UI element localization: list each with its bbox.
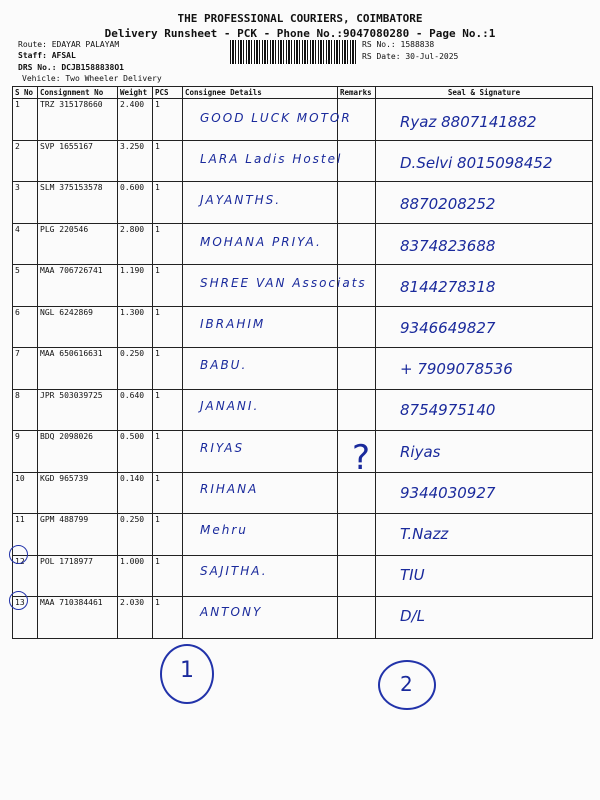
row-sno: 6 [13, 306, 38, 348]
signature-handwritten: TIU [400, 566, 425, 585]
weight: 2.400 [118, 99, 153, 141]
barcode [230, 40, 358, 64]
consignment-no: PLG 220546 [38, 223, 118, 265]
consignment-no: JPR 503039725 [38, 389, 118, 431]
signature-handwritten: 8374823688 [400, 236, 496, 255]
row-sno: 12 [13, 555, 38, 597]
consignee-handwritten: GOOD LUCK MOTOR [200, 111, 352, 125]
pcs: 1 [153, 514, 183, 556]
question-mark-scribble: ? [352, 438, 371, 478]
consignment-no: TRZ 315178660 [38, 99, 118, 141]
weight: 2.800 [118, 223, 153, 265]
signature-handwritten: Ryaz 8807141882 [400, 113, 537, 131]
signature-handwritten: 9346649827 [400, 319, 496, 337]
consignee-handwritten: Mehru [200, 523, 248, 537]
consignee-handwritten: JAYANTHS. [200, 193, 282, 208]
table-header-row [13, 87, 593, 99]
consignment-no: POL 1718977 [38, 555, 118, 597]
circle-number-2-text: 2 [400, 672, 413, 696]
col-remarks: Remarks [338, 87, 376, 99]
table-row [13, 472, 593, 514]
consignee-handwritten: SHREE VAN Associats [200, 275, 367, 290]
pcs: 1 [153, 348, 183, 390]
row-sno: 5 [13, 265, 38, 307]
remarks-cell [338, 348, 376, 390]
weight: 3.250 [118, 140, 153, 182]
vehicle: Vehicle: Two Wheeler Delivery [22, 74, 162, 83]
pcs: 1 [153, 99, 183, 141]
consignee-handwritten: RIHANA [200, 481, 259, 496]
staff: Staff: AFSAL [18, 51, 76, 60]
consignee-handwritten: JANANI. [200, 399, 260, 414]
circle-mark-13 [9, 591, 28, 610]
signature-handwritten: 8754975140 [400, 401, 496, 420]
remarks-cell [338, 555, 376, 597]
weight: 1.190 [118, 265, 153, 307]
row-sno: 8 [13, 389, 38, 431]
col-consignment: Consignment No [38, 87, 118, 99]
signature-handwritten: D.Selvi 8015098452 [400, 154, 553, 173]
pcs: 1 [153, 472, 183, 514]
consignment-no: NGL 6242869 [38, 306, 118, 348]
consignee-handwritten: RIYAS [200, 440, 245, 455]
row-sno: 1 [13, 99, 38, 141]
pcs: 1 [153, 182, 183, 224]
consignment-no: BDQ 2098026 [38, 431, 118, 473]
pcs: 1 [153, 265, 183, 307]
consignee-handwritten: LARA Ladis Hostel [200, 152, 343, 167]
consignment-no: GPM 488799 [38, 514, 118, 556]
weight: 0.500 [118, 431, 153, 473]
rs-number: RS No.: 1588838 [362, 40, 435, 49]
signature-handwritten: D/L [400, 607, 425, 626]
table-row [13, 597, 593, 639]
drs-number: DRS No.: DCJB1588838O1 [18, 63, 124, 72]
consignee-handwritten: SAJITHA. [200, 564, 268, 579]
weight: 1.300 [118, 306, 153, 348]
consignment-no: MAA 650616631 [38, 348, 118, 390]
route: Route: EDAYAR PALAYAM [18, 40, 120, 49]
row-sno: 2 [13, 140, 38, 182]
circle-number-1-text: 1 [180, 658, 194, 683]
weight: 0.250 [118, 514, 153, 556]
pcs: 1 [153, 140, 183, 182]
table-row [13, 555, 593, 597]
pcs: 1 [153, 223, 183, 265]
consignee-handwritten: MOHANA PRIYA. [200, 234, 322, 249]
weight: 0.640 [118, 389, 153, 431]
table-row [13, 431, 593, 473]
circled-number-1 [160, 644, 214, 704]
signature-handwritten: + 7909078536 [400, 360, 513, 379]
row-sno: 7 [13, 348, 38, 390]
consignment-no: KGD 965739 [38, 472, 118, 514]
consignment-no: MAA 706726741 [38, 265, 118, 307]
pcs: 1 [153, 555, 183, 597]
rs-date: RS Date: 30-Jul-2025 [362, 52, 459, 61]
col-pcs: PCS [153, 87, 183, 99]
consignment-no: SLM 375153578 [38, 182, 118, 224]
company-title: THE PROFESSIONAL COURIERS, COIMBATORE [177, 12, 423, 25]
signature-handwritten: 8870208252 [400, 195, 496, 214]
runsheet-subtitle: Delivery Runsheet - PCK - Phone No.:9047080280 - Page No.:1 [104, 27, 496, 40]
col-consignee: Consignee Details [183, 87, 338, 99]
weight: 2.030 [118, 597, 153, 639]
remarks-cell [338, 140, 376, 182]
consignee-handwritten: IBRAHIM [200, 317, 266, 331]
remarks-cell [338, 389, 376, 431]
signature-handwritten: Riyas [400, 442, 441, 461]
remarks-cell [338, 182, 376, 224]
remarks-cell [338, 306, 376, 348]
consignee-handwritten: BABU. [200, 358, 248, 373]
remarks-cell [338, 514, 376, 556]
row-sno: 13 [13, 597, 38, 639]
row-sno: 9 [13, 431, 38, 473]
pcs: 1 [153, 431, 183, 473]
col-weight: Weight [118, 87, 153, 99]
signature-handwritten: T.Nazz [400, 525, 449, 543]
row-sno: 3 [13, 182, 38, 224]
remarks-cell [338, 223, 376, 265]
table-row [13, 389, 593, 431]
signature-handwritten: 8144278318 [400, 277, 496, 296]
remarks-cell [338, 597, 376, 639]
table-row [13, 306, 593, 348]
circled-number-2 [378, 660, 436, 710]
pcs: 1 [153, 306, 183, 348]
pcs: 1 [153, 597, 183, 639]
consignee-handwritten: ANTONY [200, 605, 263, 620]
remarks-cell [338, 472, 376, 514]
consignment-no: SVP 1655167 [38, 140, 118, 182]
weight: 0.140 [118, 472, 153, 514]
col-signature: Seal & Signature [376, 87, 593, 99]
weight: 0.600 [118, 182, 153, 224]
weight: 1.000 [118, 555, 153, 597]
circle-mark-12 [9, 545, 28, 564]
row-sno: 4 [13, 223, 38, 265]
signature-handwritten: 9344030927 [400, 483, 496, 502]
col-sno: S No [13, 87, 38, 99]
pcs: 1 [153, 389, 183, 431]
weight: 0.250 [118, 348, 153, 390]
row-sno: 10 [13, 472, 38, 514]
row-sno: 11 [13, 514, 38, 556]
consignment-no: MAA 710384461 [38, 597, 118, 639]
table-row [13, 182, 593, 224]
table-row [13, 514, 593, 556]
